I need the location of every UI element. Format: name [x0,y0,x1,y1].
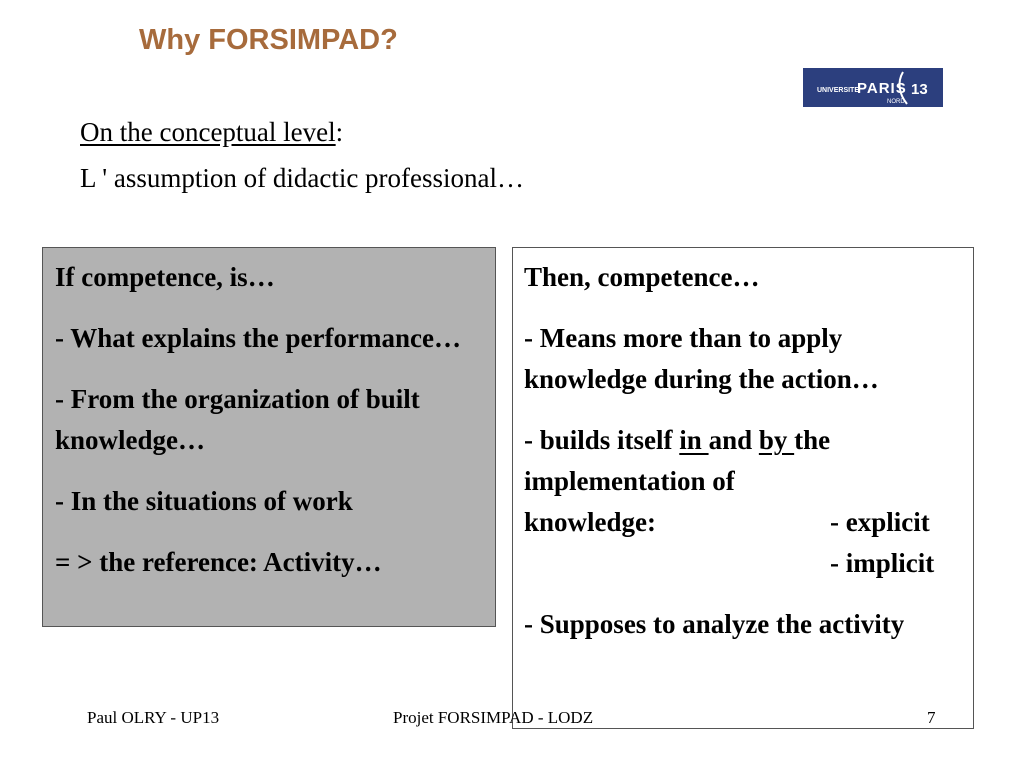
footer-author: Paul OLRY - UP13 [87,708,220,727]
right-item-2-in: in [679,425,709,455]
right-item-2-part1: - builds itself [524,425,680,455]
left-item-1: - What explains the performance… [55,323,461,353]
logo-text-number: 13 [911,81,928,98]
left-item-2: - From the organization of built knowledge… [55,384,420,455]
right-item-2-implicit: - implicit [830,548,935,578]
slide-title: Why FORSIMPAD? [139,24,398,56]
left-heading: If competence, is… [55,262,275,292]
subheading [80,117,343,148]
logo-text-small: UNIVERSITE [817,87,860,94]
right-box [512,247,974,729]
right-item-2-part3: the implementation of [524,425,831,496]
right-heading: Then, competence… [524,262,760,292]
right-item-2-label: knowledge: [524,507,657,537]
footer-project: Projet FORSIMPAD - LODZ [393,708,594,727]
logo-text-main: PARIS [857,80,907,97]
left-conclusion: = > the reference: Activity… [55,547,382,577]
right-item-2-row-2 [524,543,965,584]
right-item-2-by: by [758,425,795,455]
university-logo [803,68,943,107]
right-item-2-row-1 [524,502,965,543]
right-item-2-line [524,420,965,502]
right-item-2-spacer [524,543,830,584]
page-number: 7 [927,708,936,727]
subheading-colon: : [335,117,344,147]
left-box [42,247,496,627]
right-item-2-explicit: - explicit [830,507,930,537]
subline: L ' assumption of didactic professional… [80,163,525,193]
right-item-2 [524,420,965,584]
right-item-3: - Supposes to analyze the activity [524,609,905,639]
right-item-2-part2: and [708,425,759,455]
right-item-1: - Means more than to apply knowledge during the action… [524,323,879,394]
logo-text-sub: NORD [887,99,905,105]
left-item-3: - In the situations of work [55,486,353,516]
subheading-underlined: On the conceptual level [80,117,336,147]
